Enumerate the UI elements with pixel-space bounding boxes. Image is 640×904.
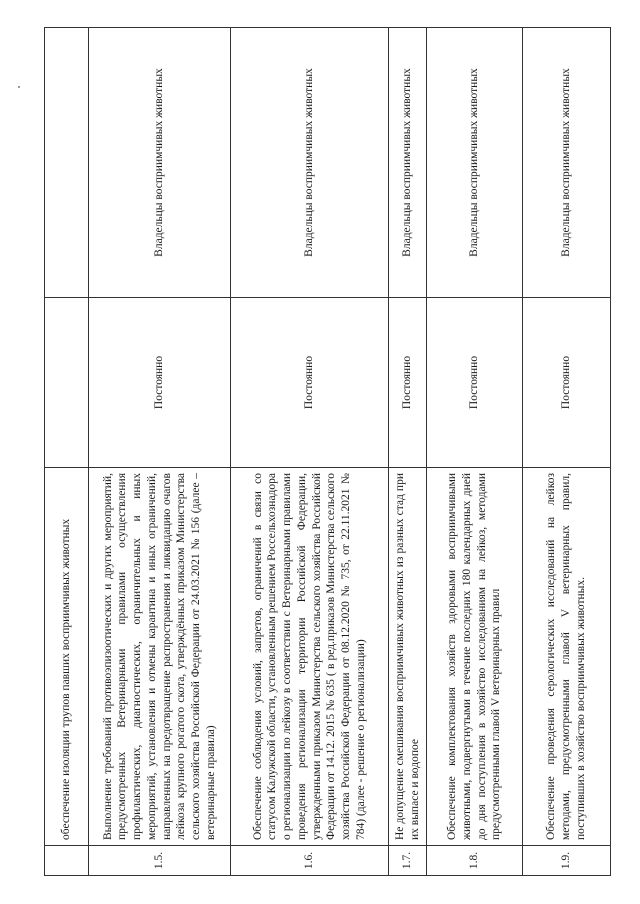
measure-term: Постоянно [523, 298, 611, 468]
measure-description: Выполнение требований противоэпизоотических и других мероприятий, предусмотренных Ветеринарными правилами осуществления профилактических, диагностических, ограничительных и иных мероприятий, установления и отмены карантина и иных ограничений, направленных на предотвращение распространения и ликвидацию очагов лейкоза крупного рогатого скота, утверждённых приказом Министерства сельского хозяйства Российской Федерации от 24.03.2021 № 156 (далее – ветеринарные правила) [89, 468, 231, 846]
measure-term: Постоянно [89, 298, 231, 468]
table-row [389, 28, 427, 876]
row-number: 1.6. [231, 846, 389, 876]
measure-term: Постоянно [389, 298, 427, 468]
row-number [45, 846, 89, 876]
table-row [45, 28, 89, 876]
measure-description: Обеспечение комплектования хозяйств здоровыми восприимчивыми животными, подвергнутыми в течение последних 180 календарных дней до дня поступления в хозяйство исследованиям на лейкоз, методами предусмотренными главой V ветеринарных правил [427, 468, 523, 846]
measure-responsible: Владельцы восприимчивых животных [389, 28, 427, 298]
row-number: 1.7. [389, 846, 427, 876]
row-number: 1.9. [523, 846, 611, 876]
document-sheet [44, 28, 610, 876]
measure-responsible: Владельцы восприимчивых животных [427, 28, 523, 298]
measure-term [45, 298, 89, 468]
table-row [523, 28, 611, 876]
table-row [231, 28, 389, 876]
row-number: 1.5. [89, 846, 231, 876]
measure-term: Постоянно [231, 298, 389, 468]
measure-responsible [45, 28, 89, 298]
table-row [427, 28, 523, 876]
measure-description: Не допущение смешивания восприимчивых животных из разных стад при их выпасе и водопое [389, 468, 427, 846]
measure-description: Обеспечение соблюдения условий, запретов, ограничений в связи со статусом Калужской области, установленным решением Россельхознадора о регионализации по лейкозу в соответствии с Ветеринарными правилами проведения регионализации территории Российской Федерации, утвержденными приказом Министерства сельского хозяйства Российской Федерации от 14.12. 2015 № 635 ( в ред.приказов Министерства сельского хозяйства Российской Федерации от 08.12.2020 № 735, от 22.11.2021 № 784) (далее - решение о регионализации) [231, 468, 389, 846]
measure-description: обеспечение изоляции трупов павших восприимчивых животных [45, 468, 89, 846]
measures-table [44, 27, 611, 876]
measure-description: Обеспечение проведения серологических исследований на лейкоз методами, предусмотренными главой V ветеринарных правил, поступивших в хозяйство восприимчивых животных. [523, 468, 611, 846]
measure-term: Постоянно [427, 298, 523, 468]
rotated-page [44, 28, 610, 876]
row-number: 1.8. [427, 846, 523, 876]
measure-responsible: Владельцы восприимчивых животных [231, 28, 389, 298]
measure-responsible: Владельцы восприимчивых животных [523, 28, 611, 298]
scan-speck [18, 86, 20, 88]
measure-responsible: Владельцы восприимчивых животных [89, 28, 231, 298]
table-row [89, 28, 231, 876]
